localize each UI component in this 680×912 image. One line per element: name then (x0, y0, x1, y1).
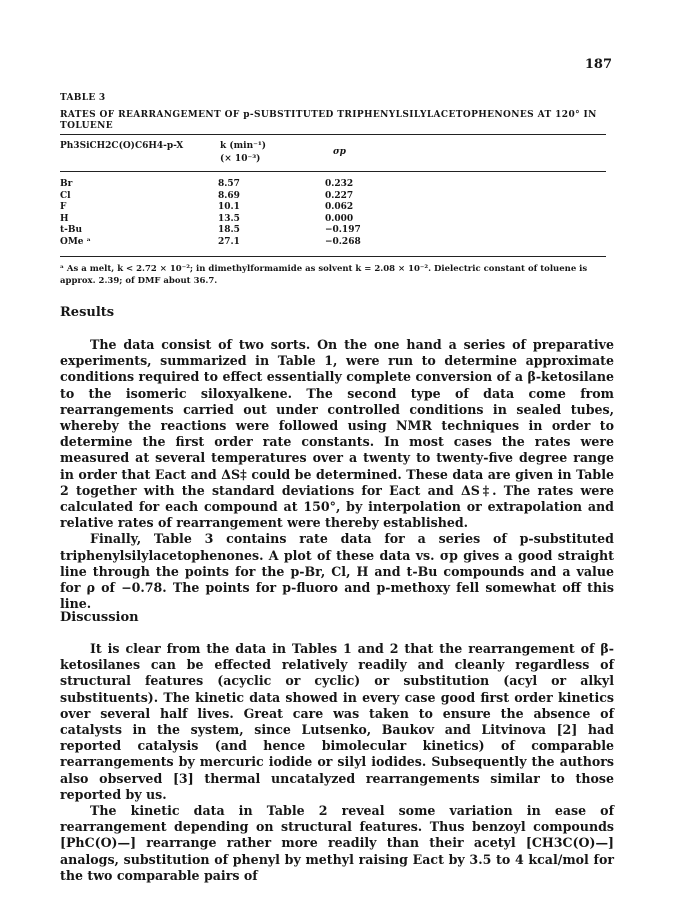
cell-substituent: Br (60, 179, 73, 189)
table-row (60, 214, 400, 226)
table-top-rule (60, 134, 606, 135)
cell-sigma: −0.197 (325, 225, 361, 236)
cell-substituent: OMe ᵃ (60, 236, 91, 247)
cell-sigma: 0.227 (325, 190, 354, 201)
cell-rate: 8.69 (218, 190, 240, 201)
results-body (60, 337, 614, 612)
paragraph: The data consist of two sorts. On the one hand a series of preparative experiments, summarized in Table 1, were run to determine approximate conditions required to effect essentially complete conversion of a β-ketosilane to the isomeric siloxyalkene. The second type of data come from rearrangements carried out under controlled conditions in sealed tubes, whereby the reactions were followed using NMR techniques in order to determine the first order rate constants. In most cases the rates were measured at several temperatures over a twenty to twenty-five degree range in order that Eact and ΔS‡ could be determined. These data are given in Table 2 together with the standard deviations for Eact and ΔS‡. The rates were calculated for each compound at 150°, by interpolation or extrapolation and relative rates of rearrangement were thereby established. (60, 337, 614, 531)
paragraph: The kinetic data in Table 2 reveal some variation in ease of rearrangement depending on structural features. Thus benzoyl compounds [PhC(O)—] rearrange rather more readily than their acetyl [CH3C(O)—] analogs, substitution of phenyl by methyl raising Eact by 3.5 to 4 kcal/mol for the two comparable pairs of (60, 803, 614, 883)
cell-sigma: 0.232 (325, 179, 354, 189)
cell-substituent: Cl (60, 190, 71, 201)
cell-rate: 10.1 (218, 202, 240, 213)
results-heading: Results (60, 305, 115, 320)
table-row (60, 179, 400, 191)
table-header-substituent: Ph3SiCH2C(O)C6H4-p-X (60, 141, 184, 151)
cell-substituent: t-Bu (60, 225, 83, 236)
cell-substituent: F (60, 202, 67, 213)
table-footnote: ᵃ As a melt, k < 2.72 × 10⁻²; in dimethylformamide as solvent k = 2.08 × 10⁻². Dielectric constant of toluene is approx. 2.39; of DMF about 36.7. (60, 264, 588, 286)
table-row (60, 191, 400, 203)
cell-rate: 27.1 (218, 236, 240, 247)
table-row (60, 237, 400, 249)
discussion-body (60, 641, 614, 884)
page-number: 187 (584, 57, 612, 72)
table-bottom-rule (60, 256, 606, 257)
table-row (60, 225, 400, 237)
table-header-sigma: σp (333, 147, 346, 157)
paragraph: It is clear from the data in Tables 1 and 2 that the rearrangement of β-ketosilanes can be effected relatively readily and cleanly regardless of structural features (acyclic or cyclic) or substitution (acyl or alkyl substituents). The kinetic data showed in every case good first order kinetics over several half lives. Great care was taken to ensure the absence of catalysts in the system, since Lutsenko, Baukov and Litvinova [2] had reported catalysis (and hence bimolecular kinetics) of comparable rearrangements by mercuric iodide or silyl iodides. Subsequently the authors also observed [3] thermal uncatalyzed rearrangements similar to those reported by us. (60, 641, 614, 802)
cell-substituent: H (60, 213, 69, 224)
table-header-rate: k (min⁻¹) (220, 141, 267, 151)
table-caption: TABLE 3 (60, 93, 106, 103)
cell-rate: 13.5 (218, 213, 240, 224)
table-row (60, 202, 400, 214)
table-header-rate-unit: (× 10⁻³) (220, 154, 261, 164)
discussion-heading: Discussion (60, 610, 139, 625)
table-header-rule (60, 171, 606, 172)
cell-sigma: 0.062 (325, 202, 354, 213)
cell-rate: 8.57 (218, 179, 240, 189)
cell-sigma: −0.268 (325, 236, 361, 247)
cell-sigma: 0.000 (325, 213, 354, 224)
cell-rate: 18.5 (218, 225, 240, 236)
table-body (60, 179, 400, 249)
table-title: RATES OF REARRANGEMENT OF p-SUBSTITUTED TRIPHENYLSILYLACETOPHENONES AT 120° IN TOLUENE (60, 110, 597, 131)
paragraph: Finally, Table 3 contains rate data for a series of p-substituted triphenylsilylacetophenones. A plot of these data vs. σp gives a good straight line through the points for the p-Br, Cl, H and t-Bu compounds and a value for ρ of −0.78. The points for p-fluoro and p-methoxy fell somewhat off this line. (60, 531, 614, 612)
